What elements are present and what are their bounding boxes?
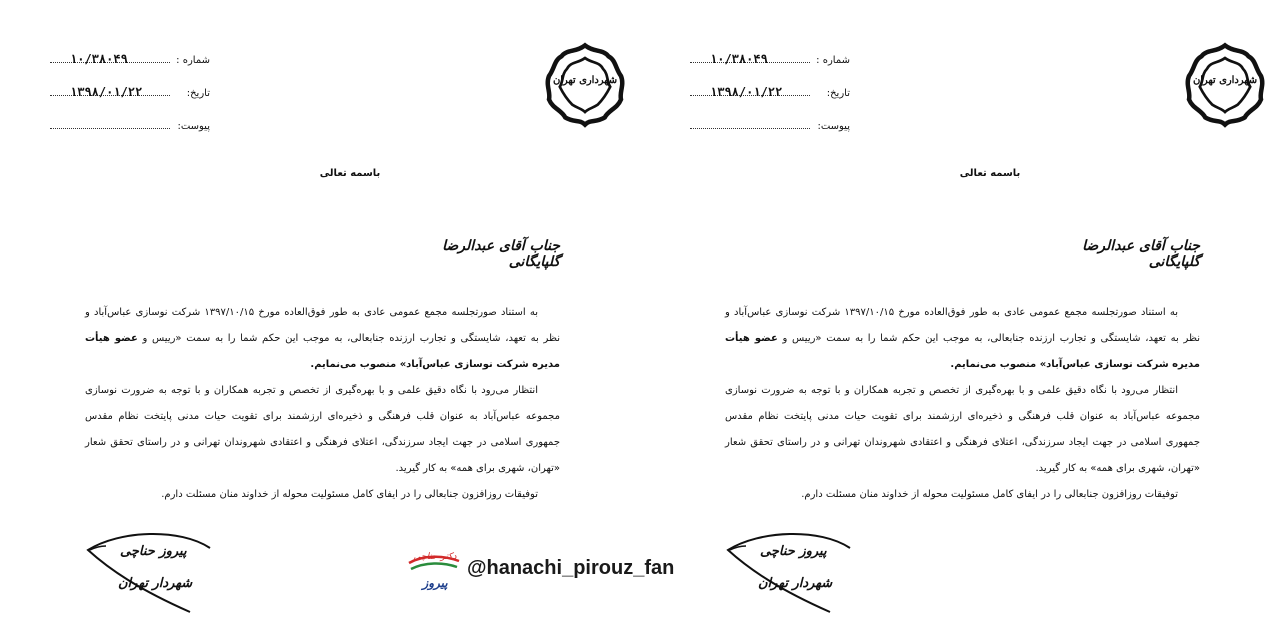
number-value: ۱۰/۳۸۰۴۹ — [70, 52, 128, 66]
attachment-line — [50, 128, 170, 129]
paragraph-1-bold: عضو هیأت مدیره شرکت نوسازی عباس‌آباد» منصوب می‌نمایم. — [85, 333, 560, 370]
watermark-logo-bottom: پیروز — [422, 576, 448, 590]
header-meta — [50, 50, 210, 149]
signer-title: شهردار تهران — [758, 576, 833, 591]
signature-stroke — [80, 520, 220, 620]
tehran-municipality-logo — [540, 40, 630, 130]
basmala: باسمه تعالی — [319, 168, 381, 179]
paragraph-3: توفیقات روزافزون جنابعالی را در ایفای کامل مسئولیت محوله از خداوند منان مسئلت دارم. — [161, 489, 538, 500]
attachment-label: پیوست: — [177, 121, 210, 132]
number-label: شماره : — [176, 55, 210, 66]
tehran-municipality-logo — [1180, 40, 1270, 130]
attachment-row — [690, 116, 850, 149]
paragraph-1 — [85, 300, 560, 378]
watermark-logo-top: دکتر حناچی — [413, 552, 457, 562]
date-label: تاریخ: — [826, 88, 850, 99]
addressee: جناب آقای عبدالرضا گلپایگانی — [1082, 238, 1200, 270]
signature — [80, 520, 220, 620]
number-row — [690, 50, 850, 83]
basmala: باسمه تعالی — [959, 168, 1021, 179]
letter-body — [725, 300, 1200, 508]
signature — [720, 520, 860, 620]
watermark-logo — [405, 545, 463, 593]
signer-name: پیروز حناچی — [120, 544, 187, 559]
date-value: ۱۳۹۸/۰۱/۲۲ — [70, 85, 143, 99]
paragraph-2: انتظار می‌رود با نگاه دقیق علمی و با بهره‌گیری از تخصص و تجربه همکاران و با توجه به ضرورت نوسازی مجموعه عباس‌آباد به عنوان قلب فرهنگی و ذخیره‌ای ارزشمند برای تقویت حیات مدنی پایتخت نظام مقدس جمهوری اسلامی در جهت ایجاد سرزندگی، اعتلای فرهنگی و اعتقادی شهروندان تهرانی و در راستای تحقق شعار «تهران، شهری برای همه» به کار گیرید. — [725, 385, 1200, 474]
addressee: جناب آقای عبدالرضا گلپایگانی — [442, 238, 560, 270]
paragraph-1 — [725, 300, 1200, 378]
signature-stroke — [720, 520, 860, 620]
signer-name: پیروز حناچی — [760, 544, 827, 559]
paragraph-1-bold: عضو هیأت مدیره شرکت نوسازی عباس‌آباد» منصوب می‌نمایم. — [725, 333, 1200, 370]
paragraph-2: انتظار می‌رود با نگاه دقیق علمی و با بهره‌گیری از تخصص و تجربه همکاران و با توجه به ضرورت نوسازی مجموعه عباس‌آباد به عنوان قلب فرهنگی و ذخیره‌ای ارزشمند برای تقویت حیات مدنی پایتخت نظام مقدس جمهوری اسلامی در جهت ایجاد سرزندگی، اعتلای فرهنگی و اعتقادی شهروندان تهرانی و در راستای تحقق شعار «تهران، شهری برای همه» به کار گیرید. — [85, 385, 560, 474]
logo-text: شهرداری تهران — [1192, 75, 1258, 87]
watermark-handle: @hanachi_pirouz_fan — [467, 557, 675, 579]
date-row — [50, 83, 210, 116]
header-meta — [690, 50, 850, 149]
date-label: تاریخ: — [186, 88, 210, 99]
date-value: ۱۳۹۸/۰۱/۲۲ — [710, 85, 783, 99]
number-value: ۱۰/۳۸۰۴۹ — [710, 52, 768, 66]
attachment-row — [50, 116, 210, 149]
signer-title: شهردار تهران — [118, 576, 193, 591]
document-left — [0, 0, 630, 640]
logo-text: شهرداری تهران — [552, 75, 618, 87]
attachment-label: پیوست: — [817, 121, 850, 132]
attachment-line — [690, 128, 810, 129]
number-row — [50, 50, 210, 83]
paragraph-1-text: به استناد صورتجلسه مجمع عمومی عادی به طور فوق‌العاده مورخ ۱۳۹۷/۱۰/۱۵ شرکت نوسازی عباس‌آباد و نظر به تعهد، شایستگی و تجارب ارزنده جنابعالی، به موجب این حکم شما را به سمت «رییس و — [85, 307, 560, 344]
watermark — [405, 545, 675, 595]
document-right — [640, 0, 1270, 640]
number-label: شماره : — [816, 55, 850, 66]
paragraph-3: توفیقات روزافزون جنابعالی را در ایفای کامل مسئولیت محوله از خداوند منان مسئلت دارم. — [801, 489, 1178, 500]
paragraph-1-text: به استناد صورتجلسه مجمع عمومی عادی به طور فوق‌العاده مورخ ۱۳۹۷/۱۰/۱۵ شرکت نوسازی عباس‌آباد و نظر به تعهد، شایستگی و تجارب ارزنده جنابعالی، به موجب این حکم شما را به سمت «رییس و — [725, 307, 1200, 344]
letter-body — [85, 300, 560, 508]
date-row — [690, 83, 850, 116]
